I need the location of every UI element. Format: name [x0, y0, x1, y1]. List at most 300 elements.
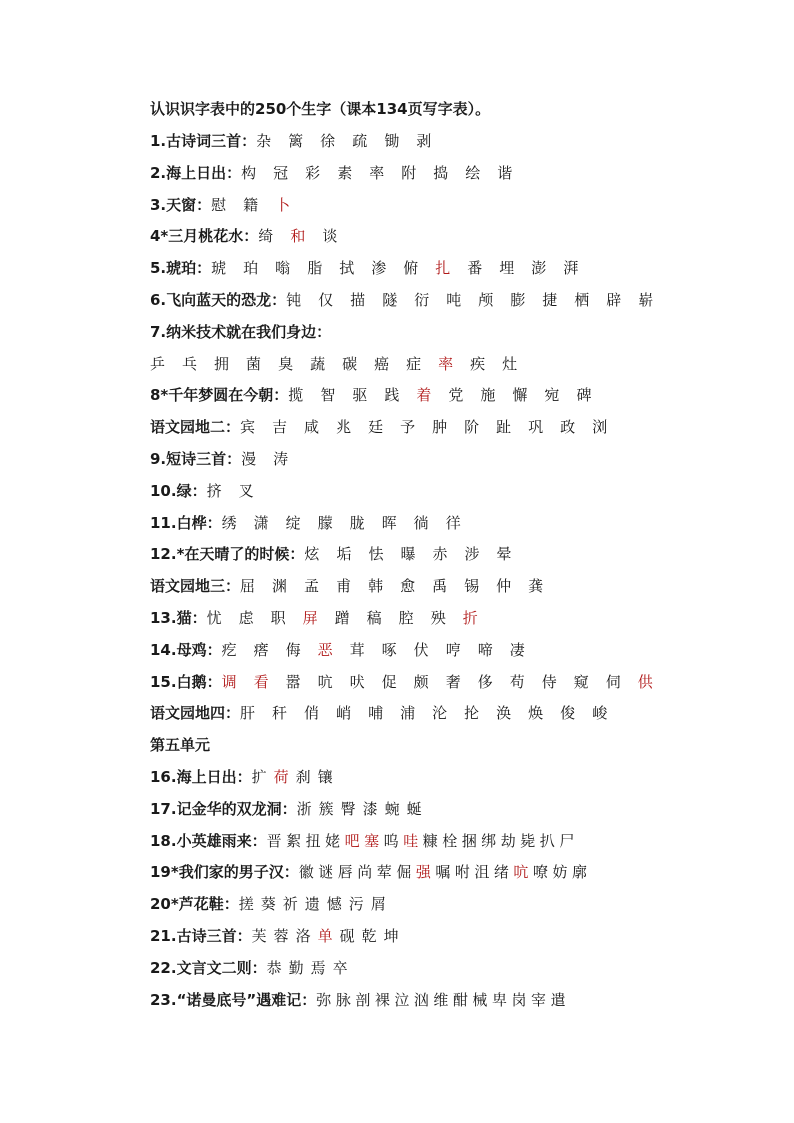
character: 禹 [432, 577, 448, 596]
character-highlighted: 荷 [273, 767, 289, 786]
character: 埋 [499, 259, 515, 278]
character: 胧 [349, 513, 365, 532]
character: 琥 [211, 259, 227, 278]
lesson-label: 20*芦花鞋： [150, 895, 239, 914]
character: 赤 [432, 545, 448, 564]
character: 毙 [520, 831, 536, 850]
character: 疾 [470, 354, 486, 373]
character-group [316, 991, 570, 1009]
character-group [222, 673, 670, 691]
character: 葵 [260, 895, 276, 914]
character: 揽 [288, 386, 304, 405]
document-body [150, 92, 750, 1016]
character-highlighted: 恶 [317, 640, 333, 659]
character: 捆 [461, 831, 477, 850]
character: 孟 [304, 577, 320, 596]
character: 祈 [282, 895, 298, 914]
character: 瘩 [253, 640, 269, 659]
character: 构 [241, 163, 257, 182]
character: 勤 [288, 958, 304, 977]
character: 炫 [304, 545, 320, 564]
character: 凄 [509, 640, 525, 659]
character: 懈 [512, 386, 528, 405]
lesson-row [150, 190, 750, 222]
character-highlighted: 着 [416, 386, 432, 405]
character: 疏 [352, 132, 368, 150]
character: 宛 [544, 386, 560, 405]
character: 趾 [496, 418, 512, 437]
character: 嘹 [532, 863, 548, 882]
character: 虑 [238, 608, 254, 627]
lesson-label: 14.母鸡： [150, 640, 222, 659]
character: 峭 [336, 704, 352, 723]
character: 徽 [298, 863, 314, 882]
character: 沮 [474, 863, 490, 882]
character: 晕 [496, 545, 512, 564]
character: 促 [381, 672, 397, 691]
character: 拭 [339, 259, 355, 278]
character: 籍 [243, 195, 259, 214]
character: 锄 [384, 132, 400, 150]
lesson-row [150, 158, 750, 190]
character: 浙 [296, 799, 312, 818]
character: 廷 [368, 418, 384, 437]
character: 蜒 [406, 799, 422, 818]
character: 洛 [295, 926, 311, 945]
character: 潇 [253, 513, 269, 532]
character-highlighted: 强 [415, 863, 431, 882]
lesson-label: 12.*在天晴了的时候： [150, 545, 305, 564]
lesson-row [150, 253, 750, 285]
character: 械 [472, 990, 488, 1009]
character: 乾 [361, 926, 377, 945]
character: 谜 [318, 863, 334, 882]
character: 哺 [368, 704, 384, 723]
character: 尚 [357, 863, 373, 882]
character-highlighted: 单 [317, 926, 333, 945]
character: 篱 [288, 132, 304, 150]
character: 徜 [413, 513, 429, 532]
lesson-label: 9.短诗三首： [150, 449, 242, 468]
character: 脂 [307, 259, 323, 278]
character: 唇 [337, 863, 353, 882]
character: 峻 [592, 704, 608, 723]
character: 俏 [304, 704, 320, 723]
character: 吭 [317, 672, 333, 691]
lesson-label: 第五单元 [150, 736, 211, 755]
character-group [258, 227, 354, 245]
character: 冠 [273, 163, 289, 182]
character: 肝 [240, 704, 256, 723]
character: 沦 [432, 704, 448, 723]
character: 侈 [477, 672, 493, 691]
character: 呜 [383, 831, 399, 850]
character: 卒 [332, 958, 348, 977]
character: 龚 [528, 577, 544, 596]
character: 慰 [211, 195, 227, 214]
lesson-row [150, 985, 750, 1017]
character: 漆 [362, 799, 378, 818]
lesson-label: 15.白鹅： [150, 672, 222, 691]
lesson-row [150, 889, 750, 921]
character: 涛 [273, 449, 289, 468]
character: 维 [433, 990, 449, 1009]
character: 抡 [464, 704, 480, 723]
character: 崭 [638, 290, 654, 309]
character: 隧 [382, 290, 398, 309]
lesson-row [150, 539, 750, 571]
character: 驱 [352, 386, 368, 405]
character: 咸 [304, 418, 320, 437]
character: 泣 [394, 990, 410, 1009]
character: 栓 [442, 831, 458, 850]
character-highlighted: 率 [438, 354, 454, 373]
lesson-row [150, 571, 750, 603]
character: 砚 [339, 926, 355, 945]
character: 荤 [376, 863, 392, 882]
character: 弥 [316, 990, 332, 1009]
character: 钝 [286, 290, 302, 309]
character: 描 [350, 290, 366, 309]
character: 珀 [243, 259, 259, 278]
lesson-label: 18.小英雄雨来： [150, 831, 267, 850]
character-group [211, 196, 307, 214]
character: 膨 [510, 290, 526, 309]
lesson-row [150, 126, 750, 158]
character-highlighted: 哇 [403, 831, 419, 850]
character: 咐 [454, 863, 470, 882]
character-group [252, 768, 340, 786]
character-highlighted: 卜 [275, 195, 291, 214]
character: 奢 [445, 672, 461, 691]
character: 剥 [416, 132, 432, 150]
character: 仅 [318, 290, 334, 309]
character: 曝 [400, 545, 416, 564]
lesson-label: 2.海上日出： [150, 163, 242, 182]
lesson-label: 6.飞向蓝天的恐龙： [150, 290, 287, 309]
character: 苟 [509, 672, 525, 691]
character: 茸 [349, 640, 365, 659]
character: 癌 [374, 354, 390, 373]
character: 党 [448, 386, 464, 405]
character: 啼 [477, 640, 493, 659]
character: 憾 [326, 895, 342, 914]
character: 臀 [340, 799, 356, 818]
character-list [150, 126, 750, 1016]
character: 韩 [368, 577, 384, 596]
character: 彩 [305, 163, 321, 182]
character-group [207, 482, 271, 500]
character: 坤 [383, 926, 399, 945]
character: 嚣 [285, 672, 301, 691]
lesson-row [150, 826, 750, 858]
character: 腔 [398, 608, 414, 627]
character: 谈 [322, 227, 338, 246]
character: 乓 [182, 354, 198, 373]
lesson-label: 17.记金华的双龙洞： [150, 799, 297, 818]
character: 晖 [381, 513, 397, 532]
character: 簇 [318, 799, 334, 818]
lesson-label: 21.古诗三首： [150, 926, 252, 945]
character-group [256, 132, 448, 150]
character: 栖 [574, 290, 590, 309]
character: 嘱 [435, 863, 451, 882]
character-highlighted: 扎 [435, 259, 451, 278]
lesson-row [150, 730, 750, 762]
character: 附 [401, 163, 417, 182]
character: 浏 [592, 418, 608, 437]
lesson-label: 5.琥珀： [150, 259, 212, 278]
character: 率 [369, 163, 385, 182]
lesson-row [150, 317, 750, 349]
character: 怯 [368, 545, 384, 564]
character: 渊 [272, 577, 288, 596]
character: 涉 [464, 545, 480, 564]
character: 臭 [278, 354, 294, 373]
character: 遗 [304, 895, 320, 914]
character: 屑 [370, 895, 386, 914]
character: 刹 [295, 767, 311, 786]
character: 哼 [445, 640, 461, 659]
character: 番 [467, 259, 483, 278]
character: 践 [384, 386, 400, 405]
character: 遣 [550, 990, 566, 1009]
lesson-label: 4*三月桃花水： [150, 227, 259, 246]
character-highlighted: 供 [637, 672, 653, 691]
lesson-row [150, 635, 750, 667]
character: 俯 [403, 259, 419, 278]
character: 绣 [221, 513, 237, 532]
character: 辟 [606, 290, 622, 309]
character-group [222, 641, 542, 659]
character-highlighted: 折 [462, 608, 478, 627]
character: 扭 [305, 831, 321, 850]
character: 倔 [396, 863, 412, 882]
character: 污 [348, 895, 364, 914]
character-group [150, 355, 534, 373]
character: 扒 [539, 831, 555, 850]
character: 颇 [413, 672, 429, 691]
character: 兆 [336, 418, 352, 437]
character: 岗 [511, 990, 527, 1009]
lesson-label: 语文园地三： [150, 577, 241, 596]
character: 裸 [374, 990, 390, 1009]
character: 仲 [496, 577, 512, 596]
character: 嗡 [275, 259, 291, 278]
character: 职 [270, 608, 286, 627]
character: 拥 [214, 354, 230, 373]
character-group [207, 609, 495, 627]
lesson-row [150, 698, 750, 730]
lesson-label: 3.天窗： [150, 195, 212, 214]
character: 忧 [206, 608, 222, 627]
character: 脉 [335, 990, 351, 1009]
page-title: 认识识字表中的250个生字（课本134页写字表）。 [150, 100, 491, 118]
character: 焉 [310, 958, 326, 977]
character: 捷 [542, 290, 558, 309]
character: 智 [320, 386, 336, 405]
character: 锡 [464, 577, 480, 596]
character-group [240, 577, 560, 595]
character-highlighted: 吭 [513, 863, 529, 882]
character: 啄 [381, 640, 397, 659]
character: 浦 [400, 704, 416, 723]
lesson-row [150, 953, 750, 985]
lesson-label: 语文园地二： [150, 418, 241, 437]
character-group [239, 895, 393, 913]
lesson-label: 8*千年梦圆在今朝： [150, 386, 289, 405]
character-highlighted: 和 [290, 227, 306, 246]
character: 肿 [432, 418, 448, 437]
character: 乒 [150, 354, 166, 373]
character: 吨 [446, 290, 462, 309]
character: 糠 [422, 831, 438, 850]
character: 蓉 [273, 926, 289, 945]
character-highlighted: 调 [221, 672, 237, 691]
lesson-row [150, 794, 750, 826]
character: 尸 [559, 831, 575, 850]
character: 宰 [530, 990, 546, 1009]
character: 绪 [493, 863, 509, 882]
character: 政 [560, 418, 576, 437]
character: 渗 [371, 259, 387, 278]
lesson-label: 1.古诗词三首： [150, 132, 257, 150]
lesson-row [150, 349, 750, 381]
character: 施 [480, 386, 496, 405]
character: 殃 [430, 608, 446, 627]
lesson-label: 7.纳米技术就在我们身边： [150, 322, 332, 341]
lesson-row [150, 857, 750, 889]
lesson-label: 22.文言文二则： [150, 958, 267, 977]
character-group [297, 800, 429, 818]
character: 芙 [251, 926, 267, 945]
character: 阶 [464, 418, 480, 437]
character: 屈 [240, 577, 256, 596]
character: 叉 [238, 481, 254, 500]
character: 絮 [286, 831, 302, 850]
character: 颅 [478, 290, 494, 309]
character-highlighted: 屏 [302, 608, 318, 627]
character-group [299, 863, 592, 881]
lesson-row [150, 921, 750, 953]
character: 湃 [563, 259, 579, 278]
character: 素 [337, 163, 353, 182]
lesson-row [150, 762, 750, 794]
character: 绽 [285, 513, 301, 532]
lesson-label: 23.“诺曼底号”遇难记： [150, 990, 317, 1009]
character: 捣 [433, 163, 449, 182]
character-group [288, 386, 608, 404]
lesson-row [150, 603, 750, 635]
character: 侮 [285, 640, 301, 659]
character-highlighted: 看 [253, 672, 269, 691]
lesson-row [150, 285, 750, 317]
character: 垢 [336, 545, 352, 564]
character: 镶 [317, 767, 333, 786]
character: 汹 [413, 990, 429, 1009]
character: 吉 [272, 418, 288, 437]
character: 巩 [528, 418, 544, 437]
character: 衍 [414, 290, 430, 309]
character: 侍 [541, 672, 557, 691]
character: 秆 [272, 704, 288, 723]
character: 涣 [496, 704, 512, 723]
character: 搓 [238, 895, 254, 914]
character-highlighted: 吧 [344, 831, 360, 850]
character-group [241, 164, 529, 182]
character-group [304, 545, 528, 563]
character: 吠 [349, 672, 365, 691]
character: 绑 [481, 831, 497, 850]
lesson-row [150, 221, 750, 253]
character-group [222, 514, 478, 532]
lesson-row [150, 412, 750, 444]
character: 妨 [552, 863, 568, 882]
character: 漫 [241, 449, 257, 468]
character: 徐 [320, 132, 336, 150]
character: 菌 [246, 354, 262, 373]
lesson-row [150, 508, 750, 540]
character-group [240, 704, 624, 722]
character: 俊 [560, 704, 576, 723]
character: 灶 [502, 354, 518, 373]
character: 疙 [221, 640, 237, 659]
character-group [240, 418, 624, 436]
lesson-label: 19*我们家的男子汉： [150, 863, 299, 882]
character: 澎 [531, 259, 547, 278]
character: 愈 [400, 577, 416, 596]
lesson-row [150, 444, 750, 476]
character: 杂 [256, 132, 272, 150]
character: 稿 [366, 608, 382, 627]
character: 挤 [206, 481, 222, 500]
lesson-label: 11.白桦： [150, 513, 222, 532]
character: 予 [400, 418, 416, 437]
lesson-row [150, 476, 750, 508]
lesson-row [150, 380, 750, 412]
character: 症 [406, 354, 422, 373]
character: 姥 [325, 831, 341, 850]
character: 甫 [336, 577, 352, 596]
character-group [241, 450, 305, 468]
character: 恭 [266, 958, 282, 977]
character: 酣 [452, 990, 468, 1009]
character: 碑 [576, 386, 592, 405]
character: 伺 [605, 672, 621, 691]
character: 伏 [413, 640, 429, 659]
lesson-label: 13.猫： [150, 608, 207, 627]
character-group [252, 927, 406, 945]
character: 徉 [445, 513, 461, 532]
lesson-label: 语文园地四： [150, 704, 241, 723]
character: 廓 [571, 863, 587, 882]
lesson-label: 16.海上日出： [150, 767, 252, 786]
character: 扩 [251, 767, 267, 786]
character: 晋 [266, 831, 282, 850]
character: 谐 [497, 163, 513, 182]
character-group [267, 832, 579, 850]
character: 蔬 [310, 354, 326, 373]
lesson-label: 10.绿： [150, 481, 207, 500]
character-group [211, 259, 595, 277]
character: 焕 [528, 704, 544, 723]
character: 宾 [240, 418, 256, 437]
character: 绮 [258, 227, 274, 246]
character: 劫 [500, 831, 516, 850]
character: 蜿 [384, 799, 400, 818]
character: 碳 [342, 354, 358, 373]
character: 窥 [573, 672, 589, 691]
